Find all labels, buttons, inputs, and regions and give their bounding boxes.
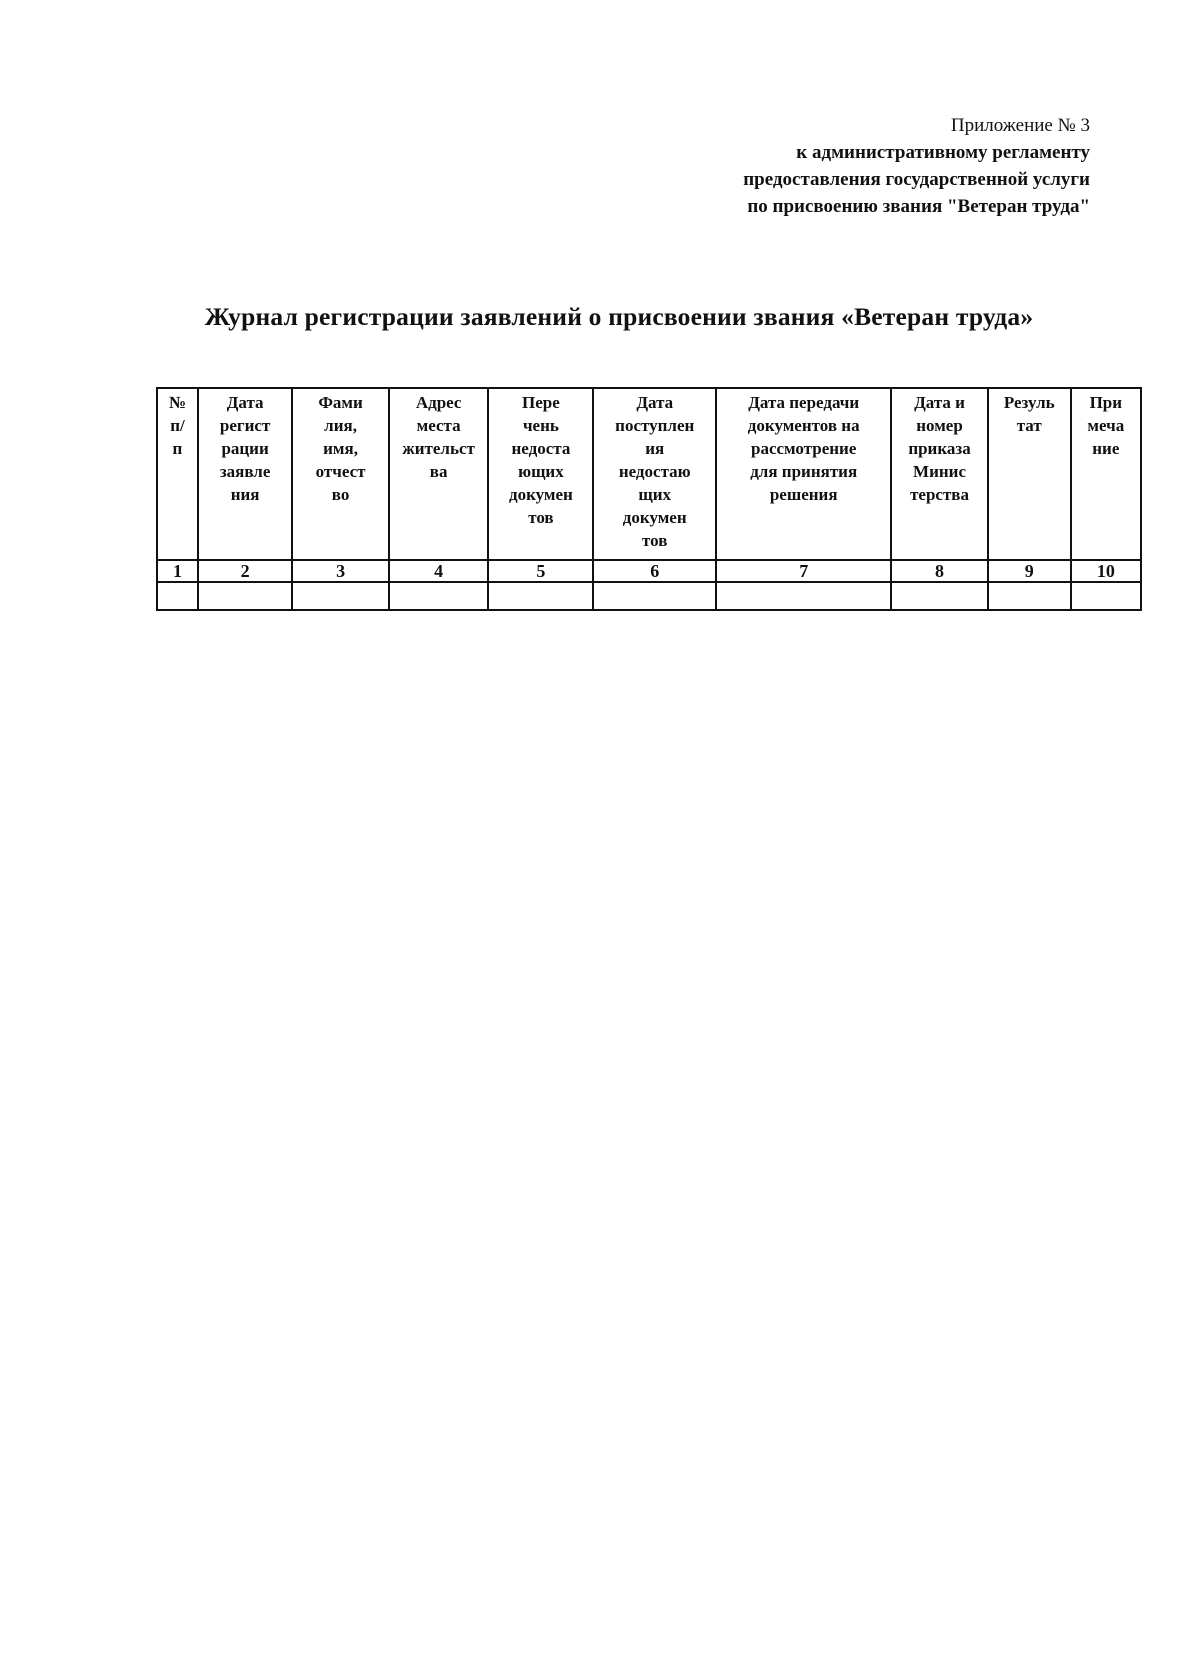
header-cell-transfer-date: Дата передачи документов на рассмотрение для принятия решения: [716, 388, 891, 560]
empty-cell: [389, 582, 489, 610]
empty-cell: [988, 582, 1071, 610]
empty-cell: [1071, 582, 1141, 610]
column-number: 5: [488, 560, 593, 582]
column-number: 2: [198, 560, 292, 582]
column-number: 8: [891, 560, 988, 582]
header-cell-order: Дата и номер приказа Минис терства: [891, 388, 988, 560]
header-cell-missing-docs-date: Дата поступлен ия недостаю щих докумен тов: [593, 388, 716, 560]
empty-cell: [157, 582, 198, 610]
header-cell-address: Адрес места жительст ва: [389, 388, 489, 560]
column-number: 9: [988, 560, 1071, 582]
registration-journal-table: [156, 387, 1142, 611]
table-header-row: [157, 388, 1141, 560]
appendix-number: Приложение № 3: [950, 115, 1090, 136]
empty-cell: [198, 582, 292, 610]
header-cell-registration-date: Дата регист рации заявле ния: [198, 388, 292, 560]
column-number: 3: [292, 560, 389, 582]
column-number: 1: [157, 560, 198, 582]
header-cell-full-name: Фами лия, имя, отчест во: [292, 388, 389, 560]
column-number: 10: [1071, 560, 1141, 582]
column-number: 7: [716, 560, 891, 582]
empty-cell: [488, 582, 593, 610]
empty-cell: [292, 582, 389, 610]
appendix-title-ref: по присвоению звания "Ветеран труда": [747, 196, 1090, 217]
header-cell-notes: При меча ние: [1071, 388, 1141, 560]
appendix-regulation: к административному регламенту: [796, 142, 1090, 163]
appendix-block: [743, 112, 1090, 220]
empty-cell: [891, 582, 988, 610]
empty-cell: [716, 582, 891, 610]
empty-entry-row: [157, 582, 1141, 610]
column-number-row: [157, 560, 1141, 582]
document-title: Журнал регистрации заявлений о присвоении звания «Ветеран труда»: [204, 302, 1034, 331]
column-number: 4: [389, 560, 489, 582]
column-number: 6: [593, 560, 716, 582]
empty-cell: [593, 582, 716, 610]
header-cell-result: Резуль тат: [988, 388, 1071, 560]
header-cell-index: № п/ п: [157, 388, 198, 560]
header-cell-missing-docs: Пере чень недоста ющих докумен тов: [488, 388, 593, 560]
appendix-service: предоставления государственной услуги: [743, 169, 1090, 190]
